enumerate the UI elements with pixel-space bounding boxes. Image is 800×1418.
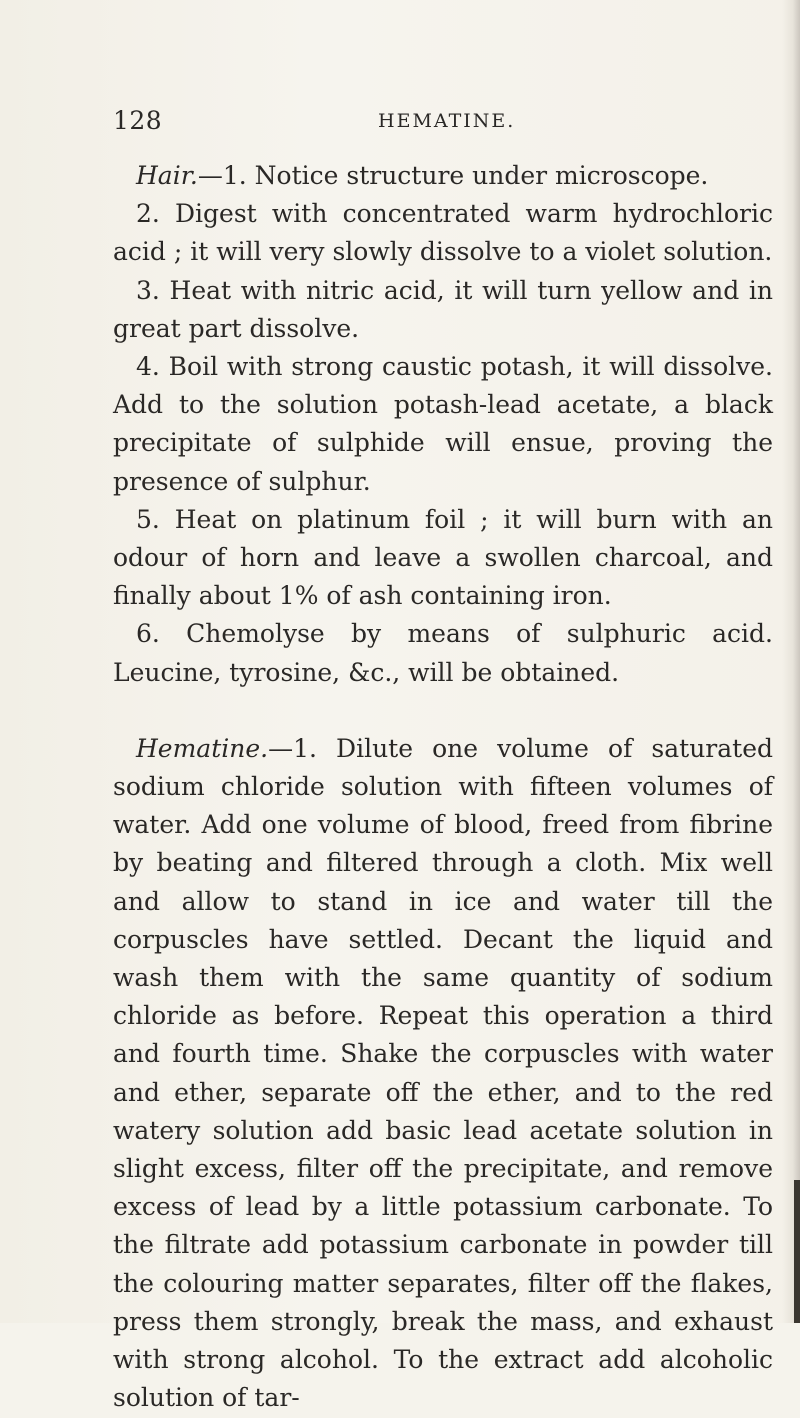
hair-item-2: 2. Digest with concentrated warm hydrochloric acid ; it will very slowly dissolve to a violet solution. bbox=[113, 199, 773, 267]
hair-item-4: 4. Boil with strong caustic potash, it will dissolve. Add to the solution potash-lead acetate, a black precipitate of sulphide will ensue, proving the presence of sulphur. bbox=[113, 352, 773, 496]
hair-item-3: 3. Heat with nitric acid, it will turn yellow and in great part dissolve. bbox=[113, 275, 773, 343]
body-text bbox=[113, 157, 773, 1418]
page-header bbox=[0, 106, 800, 146]
hair-heading: Hair. bbox=[136, 161, 198, 190]
page-number: 128 bbox=[113, 106, 163, 135]
hematine-text: —1. Dilute one volume of saturated sodium chloride solution with fifteen volumes of water. Add one volume of blood, freed from fibrine by beating and filtered through a cloth. Mix well and allow to stand in ice and water till the corpuscles have settled. Decant the liquid and wash them with the same quantity of sodium chloride as before. Repeat this operation a third and fourth time. Shake the corpuscles with water and ether, separate off the ether, and to the red watery solution add basic lead acetate solution in slight excess, filter off the precipitate, and remove excess of lead by a little potassium carbonate. To the filtrate add potassium carbonate in powder till the colouring matter separates, filter off the flakes, press them strongly, break the mass, and exhaust with strong alcohol. To the extract add alcoholic solution of tar- bbox=[113, 733, 773, 1413]
page-edge-shadow bbox=[782, 0, 800, 1323]
hair-item-5: 5. Heat on platinum foil ; it will burn with an odour of horn and leave a swollen charcoal, and finally about 1% of ash containing iron. bbox=[113, 504, 773, 611]
hematine-paragraph bbox=[113, 730, 773, 1418]
hair-item-6: 6. Chemolyse by means of sulphuric acid. Leucine, tyrosine, &c., will be obtained. bbox=[113, 619, 773, 687]
hair-item-1-text: —1. Notice structure under microscope. bbox=[197, 161, 709, 190]
hematine-heading: Hematine. bbox=[136, 733, 269, 763]
page-edge-dark bbox=[794, 1180, 800, 1323]
section-gap bbox=[113, 692, 773, 730]
running-head: HEMATINE. bbox=[378, 110, 516, 132]
hair-item-1 bbox=[113, 157, 773, 195]
